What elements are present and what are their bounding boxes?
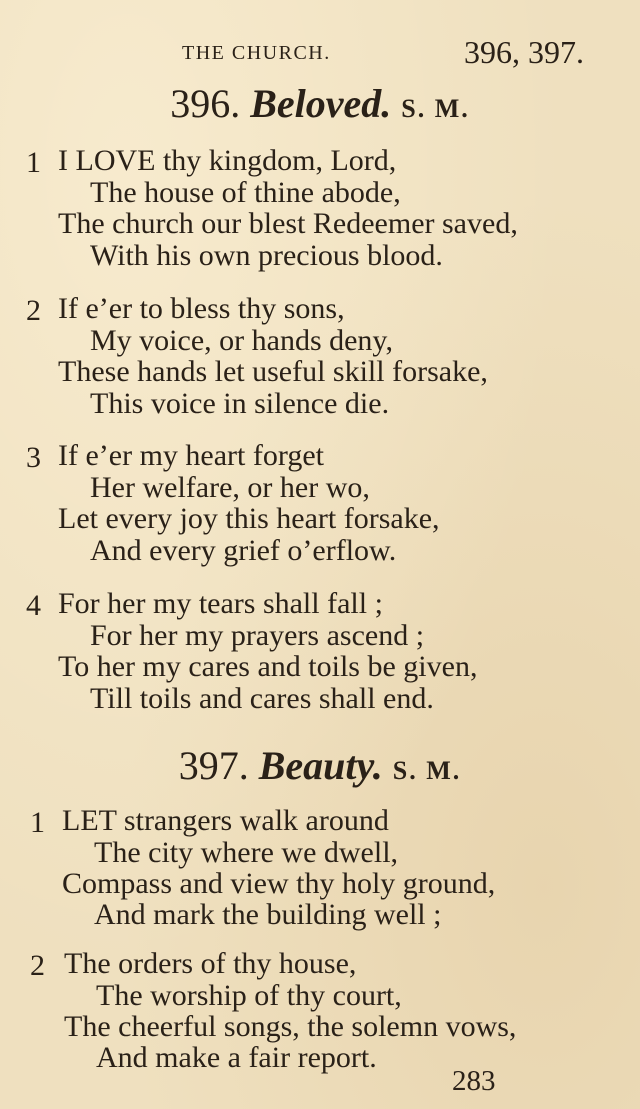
verse-line: Compass and view thy holy ground, <box>62 867 496 900</box>
verse-line: If e’er my heart forget <box>58 439 324 472</box>
verse-line: And every grief o’erflow. <box>90 534 397 567</box>
hymn-meter: S. M. <box>401 94 470 123</box>
hymn-title-396 <box>0 80 640 127</box>
verse-line: And mark the building well ; <box>94 898 442 931</box>
verse-line: To her my cares and toils be given, <box>58 650 478 683</box>
running-head <box>0 34 640 74</box>
verse-line: Her welfare, or her wo, <box>90 471 370 504</box>
verse-line: I LOVE thy kingdom, Lord, <box>58 144 397 177</box>
hymn-tune: Beauty. <box>258 743 383 788</box>
verse-line: And make a fair report. <box>96 1041 377 1074</box>
stanza-number: 3 <box>26 441 41 474</box>
page-number: 283 <box>452 1065 496 1097</box>
verse-line: The worship of thy court, <box>96 979 402 1012</box>
running-hymn-numbers: 396, 397. <box>464 34 584 70</box>
verse-line: For her my tears shall fall ; <box>58 587 383 620</box>
running-title: THE CHURCH. <box>182 42 331 64</box>
stanza-number: 2 <box>26 294 41 327</box>
verse-line: These hands let useful skill forsake, <box>58 355 488 388</box>
hymn-number: 397. <box>178 743 249 788</box>
verse-line: My voice, or hands deny, <box>90 324 393 357</box>
verse-line: The house of thine abode, <box>90 176 401 209</box>
verse-line: For her my prayers ascend ; <box>90 619 425 652</box>
stanza-number: 2 <box>30 949 45 982</box>
hymn-meter: S. M. <box>392 756 462 785</box>
verse-line: The cheerful songs, the solemn vows, <box>64 1010 517 1043</box>
stanza-number: 1 <box>26 146 41 179</box>
verse-line: With his own precious blood. <box>90 239 443 272</box>
stanza-number: 4 <box>26 589 41 622</box>
verse-line: The church our blest Redeemer saved, <box>58 207 518 240</box>
hymn-number: 396. <box>170 81 241 126</box>
stanza-number: 1 <box>30 806 45 839</box>
verse-line: The orders of thy house, <box>64 947 357 980</box>
verse-line: This voice in silence die. <box>90 387 390 420</box>
verse-line: Till toils and cares shall end. <box>90 682 434 715</box>
verse-line: The city where we dwell, <box>94 836 399 869</box>
verse-line: If e’er to bless thy sons, <box>58 292 345 325</box>
verse-line: LET strangers walk around <box>62 804 389 837</box>
verse-line: Let every joy this heart forsake, <box>58 502 440 535</box>
hymn-title-397 <box>0 742 640 789</box>
hymn-tune: Beloved. <box>250 81 392 126</box>
